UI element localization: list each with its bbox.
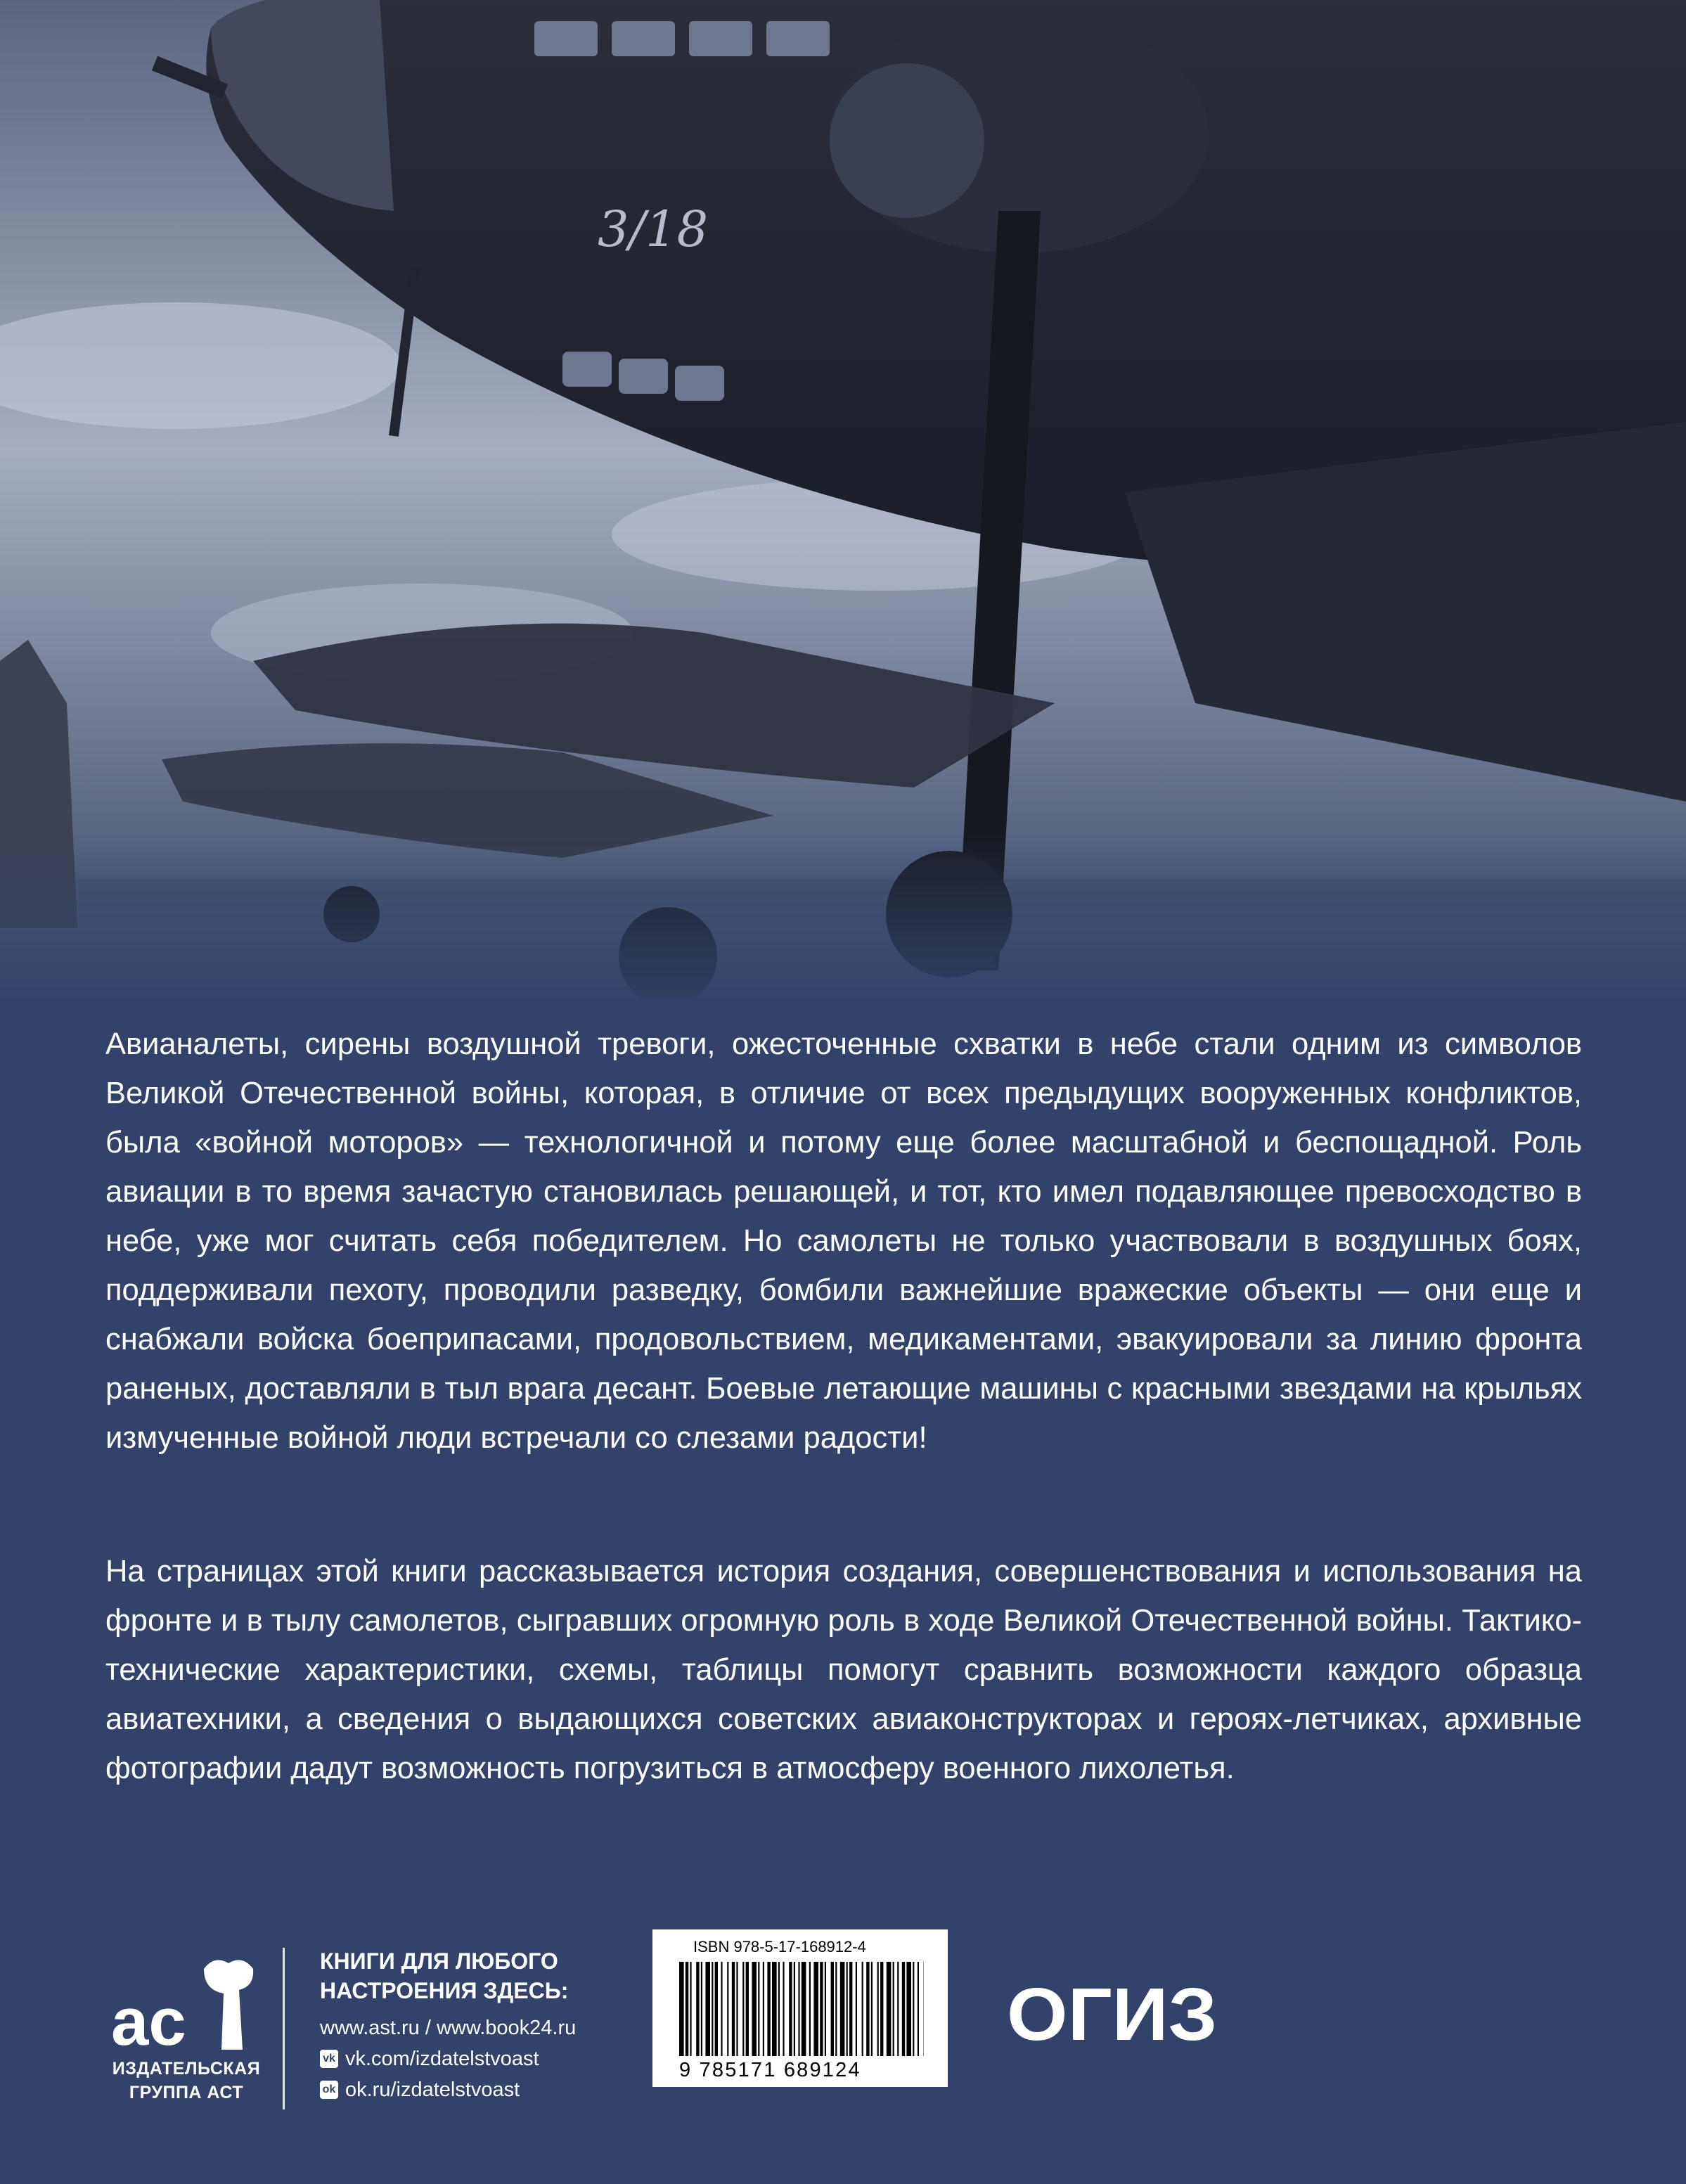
- vk-icon: vk: [320, 2050, 338, 2068]
- ast-publisher-logo: [98, 1955, 274, 2105]
- tail-marking: 3/18: [598, 200, 709, 258]
- website-links[interactable]: www.ast.ru / www.book24.ru: [320, 2017, 577, 2039]
- ok-link[interactable]: [320, 2074, 576, 2105]
- ast-logo-icon: [98, 1955, 274, 2053]
- footer-divider: [283, 1948, 285, 2109]
- barcode-icon: [679, 1962, 924, 2056]
- publisher-links: [320, 1946, 576, 2105]
- vk-link[interactable]: [320, 2043, 576, 2074]
- isbn-text: ISBN 978-5-17-168912-4: [693, 1938, 866, 1955]
- description-paragraph-2: На страницах этой книги рассказывается история создания, совершенствования и использования на фронте и в тылу самолетов, сыгравших огромную роль в ходе Великой Отечественной войны. Тактико-технические характеристики, схемы, таблицы помогут сравнить возможности каждого образца авиатехники, а сведения о выдающихся советских авиаконструкторах и героях-летчиках, архивные фотографии дадут возможность погрузиться в атмосферу военного лихолетья.: [105, 1555, 1582, 1785]
- links-title-2: НАСТРОЕНИЯ ЗДЕСЬ:: [320, 1978, 569, 2003]
- barcode-digits: 9 785171 689124: [679, 2059, 861, 2081]
- ogiz-imprint-logo: ОГИЗ: [1007, 1973, 1218, 2056]
- links-title-1: КНИГИ ДЛЯ ЛЮБОГО: [320, 1948, 558, 1974]
- publisher-caption-1: ИЗДАТЕЛЬСКАЯ: [112, 2059, 261, 2079]
- publisher-caption-2: ГРУППА АСТ: [129, 2083, 244, 2102]
- vk-link-text: vk.com/izdatelstvoast: [345, 2048, 539, 2070]
- description-paragraph-1: Авианалеты, сирены воздушной тревоги, ожесточенные схватки в небе стали одним из символов Великой Отечественной войны, которая, в отличие от всех предыдущих вооруженных конфликтов, была «войной моторов» — технологичной и потому еще более масштабной и беспощадной. Роль авиации в то время зачастую становилась решающей, и тот, кто имел подавляющее превосходство в небе, уже мог считать себя победителем. Но самолеты не только участвовали в воздушных боях, поддерживали пехоту, проводили разведку, бомбили важнейшие вражеские объекты — они еще и снабжали войска боеприпасами, продовольствием, медикаментами, эвакуировали за линию фронта раненых, доставляли в тыл врага десант. Боевые летающие машины с красными звездами на крыльях измученные войной люди встречали со слезами радости!: [105, 1027, 1582, 1455]
- ok-link-text: ok.ru/izdatelstvoast: [345, 2079, 520, 2101]
- photo-fade: [0, 830, 1686, 1013]
- ok-icon: ok: [320, 2081, 338, 2099]
- ast-logo-text: ас: [111, 1984, 186, 2053]
- isbn-barcode: [652, 1929, 948, 2087]
